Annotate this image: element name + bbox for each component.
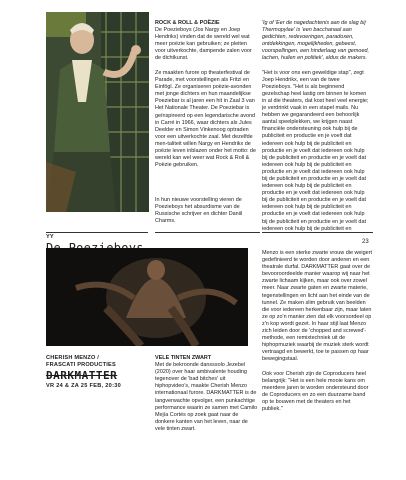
event1-rule-right (262, 232, 373, 233)
col2-para2: "Het is voor ons een geweldige stap", zegt Joep Hendrikx, een van de twee Poezieboys. "Het is als beginnend gezelschap heel lastig om binnen te komen in al die theaters, dat kost heel veel energie; je verdrinkt vaak in een stapel mails. Nu hebben we gegarandeerd een behoorlijk aantal speelplekken, we krijgen naast financiële ondersteuning ook hulp bij de publiciteit en productie en je voelt dat iedereen ook hulp bij de publiciteit en productie en je voelt dat iedereen ook hulp bij de publiciteit en productie en je voelt dat iedereen ook hulp bij de publiciteit en productie en je voelt dat iedereen ook hulp bij de publiciteit en productie en je voelt dat iedereen ook hulp bij de publiciteit en productie en je voelt dat iedereen ook hulp bij de publiciteit en productie en je voelt dat iedereen ook hulp bij de publiciteit en productie en je voelt dat iedereen ook hulp bij de publiciteit en productie en je voelt dat iedereen ook hulp bij de publiciteit en (262, 69, 369, 232)
col3-para1: Met de bekroonde dansssolo Jezebel (2020) over haar ambivalente houding tegenover de 'bad bitches' uit hiphopvideo's, maakte Cherish Menzo internationaal furore. DARKMATTER is de langverwachte opvolger, een punkachtige performance waarin ze samen met Camilo Mejía Cortés op zoek gaat naar de donkere kanten van het leven, naar de vele tinten zwart. (155, 362, 258, 432)
col1-cont (155, 70, 258, 176)
event1-company: YY (46, 234, 54, 240)
col4 (262, 250, 372, 420)
col4-para1: Menzo is een sterke zwarte vrouw die weigert gedefinieerd te worden door anderen en een theatrale durfal. DARKMATTER gaat over de bevooroordeelde manier waarop wij naar het zwarte lichaam kijken, maar ook over zowel meer. Naar zwarte gaten en zwarte materie, tegenstellingen en licht aan het einde van de tunnel. Ze maken slim gebruik van beelden die voor iedereen herkenbaar zijn, maar laten ze op zo'n manier zien dat elk voorsordeel op z'n kop wordt gezet. In haar stijl laat Menzo zich leiden door de 'chopped and screwed'-methode, een remixtechniek uit de hiphopmuziek waarbij de muziek sterk wordt vertraagd en bewerkt, toe te passen op haar bewegingstaal. (262, 250, 373, 363)
event2-producer-1: CHERISH MENZO / (46, 355, 100, 361)
col3 (155, 355, 258, 440)
col3-heading: VELE TINTEN ZWART (155, 355, 212, 361)
col1-para1: De Poezieboys (Jos Nargy en Joep Hendrikx) vinden dat de wereld wel wat meer poëzie kan gebruiken; ze pleiten voor uitverkochte, dampende zalen voor de dichtkunst. (155, 27, 252, 62)
col1-end (155, 197, 258, 232)
event1-rule-mid (155, 232, 260, 233)
event1-rule-left (46, 232, 148, 233)
col4-para2: Ook voor Cherish zijn de Coproducers heel belangrijk: "Het is een hele mooie kans om meerdere jaren te worden ondersteund door de Coproducers en zo een duurzame band op te bouwen met de theaters en het publiek." (262, 370, 369, 412)
darkmatter-photo-art (46, 248, 248, 346)
event2-title: DARKMATTER (46, 369, 118, 382)
event2-label (46, 355, 156, 390)
col2-para1: 'Ig of 'Eer de nagedachtenis aan de slag bij Thermopylae' is 'een bacchanaal aan gedichten, redevoeringen, paradoxen, ontdekkingen, mogelijkheden, gebeest, voorspellingen, een hinderlaag van gemoed, lachen, huilen en politiek', aldus de makers. (262, 20, 369, 62)
col1-para2: In hun nieuwe voorstelling vieren de Poezieboys het absurdisme van de Russische schrijver en dichter Daniil Charms. (155, 197, 243, 225)
poezieboys-photo (46, 12, 149, 212)
event2-dates: VR 24 & ZA 25 FEB, 20:30 (46, 383, 122, 389)
event2-producer-2: FRASCATI PRODUCTIES (46, 362, 116, 368)
darkmatter-photo (46, 248, 248, 346)
col1-para1b: Ze maakten furore op theaterfestival de Parade, met voorstellingen als Fritzi en Einfögl. Ze organiseren poëzie-avonden met jonge dichters en hun maandelijkse Poeziebar is al jaren een hit in Zaal 3 van Het Nationale Theater. De Poeziebar is geïnspireerd op een legendarische avond in Carré in 1966, waar dichters als Jules Deelder en Simon Vinkenoog optraden voor een uitverkochte zaal. Met dezelfde men-taliteit willen Nargy en Hendrikx de poëzie leven inblazen onder het motto: de wereld kan wel weer wat Rock & Roll & Poëzie gebruiken. (155, 70, 256, 169)
col2 (262, 20, 369, 232)
col1-heading: ROCK & ROLL & POËZIE (155, 20, 220, 26)
col1 (155, 20, 258, 70)
page-number: 23 (362, 239, 369, 245)
poezieboys-photo-art (46, 12, 149, 212)
